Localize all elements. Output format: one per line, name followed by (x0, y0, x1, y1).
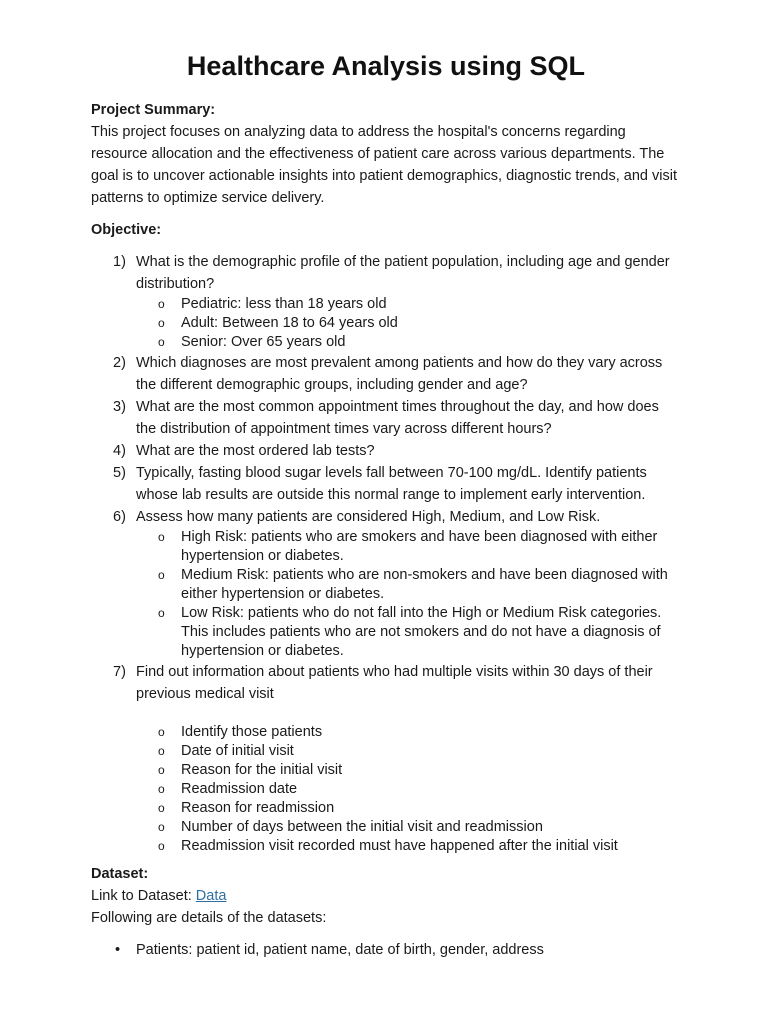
sub-list-item-text: Adult: Between 18 to 64 years old (181, 315, 398, 331)
objective-text: What is the demographic profile of the patient population, including age and gender distribution? (136, 254, 670, 292)
objective-item (91, 462, 681, 506)
circle-outline-bullet-icon: o (158, 763, 165, 777)
objective-number: 2) (113, 355, 126, 371)
objective-list (91, 251, 681, 856)
sub-list-item (136, 566, 681, 604)
objective-text: Typically, fasting blood sugar levels fall between 70-100 mg/dL. Identify patients whose lab results are outside this normal range to implement early intervention. (136, 465, 647, 503)
circle-outline-bullet-icon: o (158, 606, 165, 620)
sub-list-item (136, 761, 681, 780)
objective-text: Find out information about patients who had multiple visits within 30 days of their previous medical visit (136, 664, 653, 702)
objective-number: 1) (113, 254, 126, 270)
objective-item (91, 440, 681, 462)
objective-item (91, 251, 681, 352)
sub-list-item-text: Number of days between the initial visit and readmission (181, 819, 543, 835)
dataset-list-item (91, 939, 681, 961)
summary-paragraph: This project focuses on analyzing data to address the hospital's concerns regarding resource allocation and the effectiveness of patient care across various departments. The goal is to uncover actionable insights into patient demographics, diagnostic trends, and visit patterns to optimize service delivery. (91, 124, 677, 206)
sub-list-item (136, 780, 681, 799)
dataset-label: Dataset: (91, 866, 149, 882)
circle-outline-bullet-icon: o (158, 801, 165, 815)
sub-list-item-text: Medium Risk: patients who are non-smokers and have been diagnosed with either hypertension or diabetes. (181, 567, 668, 602)
objective-sub-list (136, 295, 681, 352)
objective-number: 7) (113, 664, 126, 680)
objective-text: What are the most common appointment times throughout the day, and how does the distribution of appointment times vary across different hours? (136, 399, 659, 437)
sub-list-item (136, 837, 681, 856)
spacer (136, 705, 681, 723)
dataset-link-line (91, 885, 681, 907)
objective-number: 6) (113, 509, 126, 525)
sub-list-item-text: Reason for readmission (181, 800, 335, 816)
sub-list-item (136, 604, 681, 661)
sub-list-item (136, 295, 681, 314)
sub-list-item (136, 723, 681, 742)
sub-list-item (136, 333, 681, 352)
objective-item (91, 396, 681, 440)
objective-item (91, 352, 681, 396)
dataset-list-item-text: Patients: patient id, patient name, date of birth, gender, address (136, 942, 544, 958)
circle-outline-bullet-icon: o (158, 568, 165, 582)
sub-list-item-text: Low Risk: patients who do not fall into the High or Medium Risk categories. This includes patients who are not smokers and do not have a diagnosis of hypertension or diabetes. (181, 605, 662, 659)
objective-sub-list (136, 723, 681, 856)
dataset-list (91, 939, 681, 961)
summary-text (91, 121, 681, 209)
sub-list-item (136, 528, 681, 566)
objective-number: 5) (113, 465, 126, 481)
sub-list-item-text: Pediatric: less than 18 years old (181, 296, 387, 312)
sub-list-item (136, 742, 681, 761)
circle-outline-bullet-icon: o (158, 530, 165, 544)
sub-list-item (136, 818, 681, 837)
circle-outline-bullet-icon: o (158, 839, 165, 853)
circle-outline-bullet-icon: o (158, 316, 165, 330)
circle-outline-bullet-icon: o (158, 335, 165, 349)
objective-text: What are the most ordered lab tests? (136, 443, 375, 459)
sub-list-item-text: Identify those patients (181, 724, 323, 740)
page-title: Healthcare Analysis using SQL (186, 51, 586, 81)
dataset-link[interactable]: Data (195, 888, 227, 904)
summary-label: Project Summary: (91, 102, 216, 118)
sub-list-item-text: Senior: Over 65 years old (181, 334, 346, 350)
objective-label: Objective: (91, 222, 162, 238)
sub-list-item-text: High Risk: patients who are smokers and have been diagnosed with either hypertension or diabetes. (181, 529, 658, 564)
sub-list-item (136, 314, 681, 333)
circle-outline-bullet-icon: o (158, 297, 165, 311)
dataset-details-text: Following are details of the datasets: (91, 910, 327, 926)
objective-text: Which diagnoses are most prevalent among patients and how do they vary across the different demographic groups, including gender and age? (136, 355, 663, 393)
circle-outline-bullet-icon: o (158, 820, 165, 834)
objective-item (91, 661, 681, 856)
objective-text: Assess how many patients are considered High, Medium, and Low Risk. (136, 509, 601, 525)
sub-list-item-text: Date of initial visit (181, 743, 294, 759)
sub-list-item-text: Readmission date (181, 781, 298, 797)
sub-list-item (136, 799, 681, 818)
sub-list-item-text: Readmission visit recorded must have happened after the initial visit (181, 838, 618, 854)
dataset-link-prefix: Link to Dataset: (91, 888, 196, 904)
objective-item (91, 506, 681, 661)
circle-outline-bullet-icon: o (158, 725, 165, 739)
objective-number: 3) (113, 399, 126, 415)
circle-outline-bullet-icon: o (158, 782, 165, 796)
filled-dot-bullet-icon: • (115, 942, 121, 958)
sub-list-item-text: Reason for the initial visit (181, 762, 343, 778)
circle-outline-bullet-icon: o (158, 744, 165, 758)
objective-sub-list (136, 528, 681, 661)
objective-number: 4) (113, 443, 126, 459)
